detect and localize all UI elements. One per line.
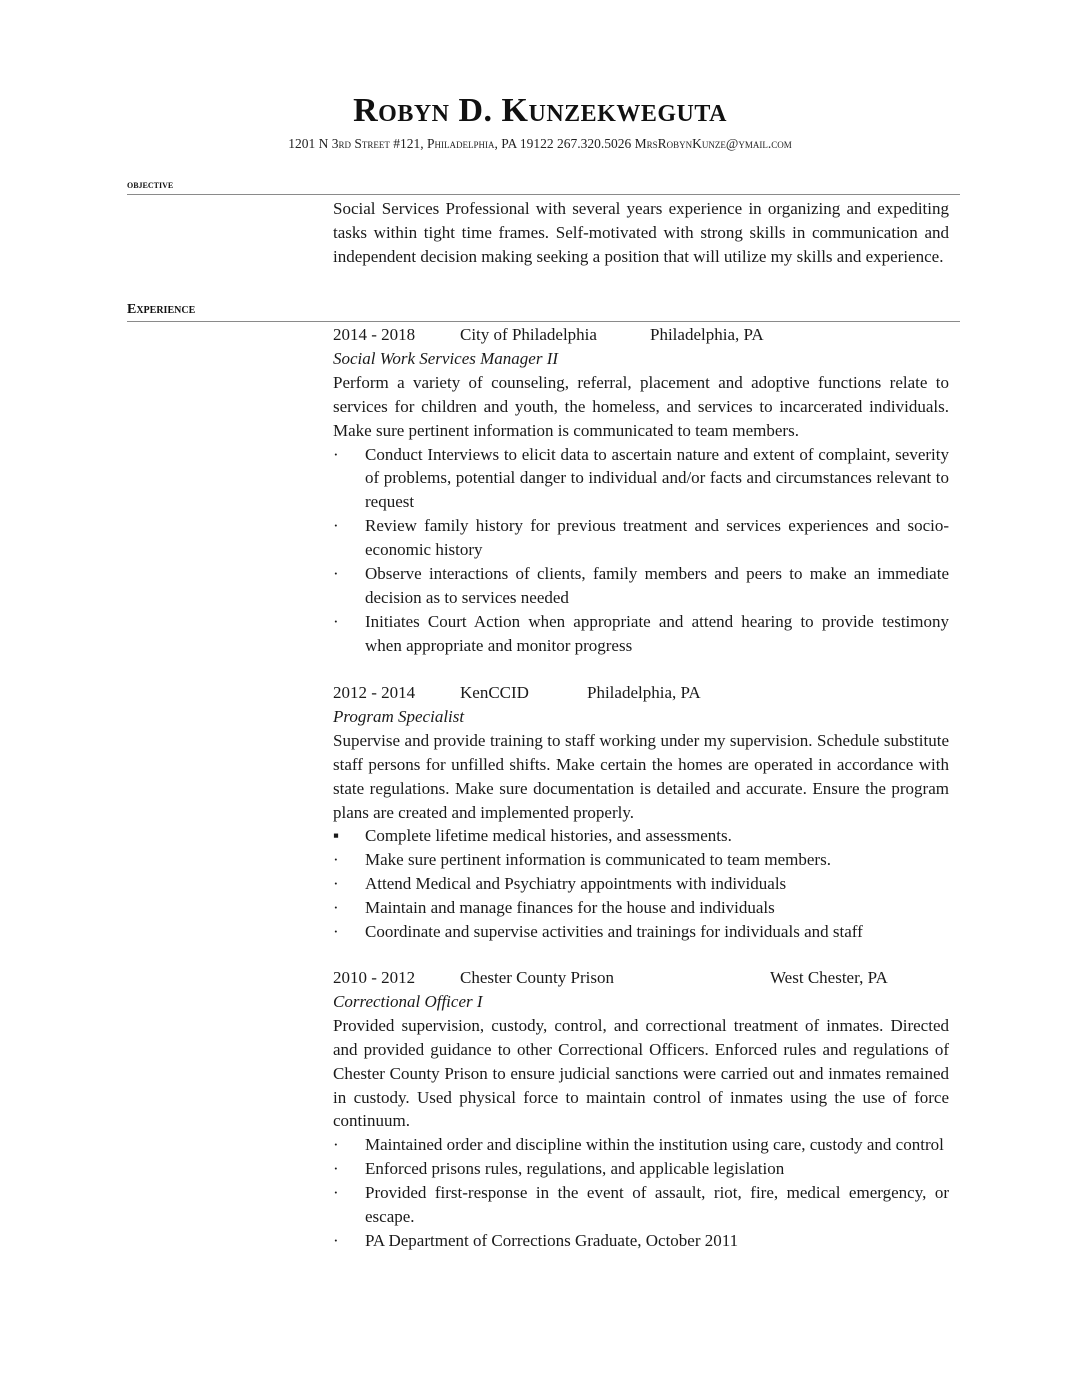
job-bullet — [333, 1229, 949, 1253]
job-summary: Provided supervision, custody, control, and correctional treatment of inmates. Directed and provided guidance to other Correctional Officers. Enforced rules and regulations of Chester County Prison to ensure judicial sanctions were carried out and inmates remained in custody. Used physical force to maintain control of inmates using the use of force continuum. — [333, 1015, 949, 1131]
job-summary: Supervise and provide training to staff working under my supervision. Schedule substitute staff persons for unfilled shifts. Make certain the homes are operated in accordance with state regulations. Make sure documentation is detailed and accurate. Ensure the program plans are created and implemented properly. — [333, 730, 949, 822]
bullet-icon: · — [333, 444, 339, 464]
job-title: Program Specialist — [333, 706, 465, 726]
job-title: Correctional Officer I — [333, 991, 483, 1011]
section-label-experience: Experience — [127, 302, 196, 317]
job-header — [333, 323, 949, 347]
job-dates: 2010 - 2012 — [333, 968, 416, 987]
bullet-text: Enforced prisons rules, regulations, and applicable legislation — [365, 1159, 785, 1179]
job-organization: KenCCID — [460, 683, 529, 702]
section-divider-objective — [127, 194, 960, 195]
job-organization: Chester County Prison — [460, 968, 614, 987]
job-bullet — [333, 824, 949, 848]
job-bullet — [333, 848, 949, 872]
job-bullet — [333, 514, 949, 562]
job-dates: 2012 - 2014 — [333, 683, 416, 702]
bullet-icon: · — [333, 1135, 339, 1155]
job-bullet — [333, 920, 949, 944]
job-summary: Perform a variety of counseling, referral, placement and adoptive functions relate to services for children and youth, the homeless, and services to incarcerated individuals. Make sure pertinent information is communicated to team members. — [333, 372, 949, 440]
job-bullet — [333, 1133, 949, 1157]
job-header — [333, 681, 949, 705]
job-bullet — [333, 872, 949, 896]
bullet-text: PA Department of Corrections Graduate, October 2011 — [365, 1230, 739, 1250]
bullet-icon: · — [333, 516, 339, 536]
bullet-icon: · — [333, 898, 339, 918]
job-bullet — [333, 1181, 949, 1229]
job-entry — [333, 323, 949, 658]
bullet-icon: · — [333, 1159, 339, 1179]
job-header — [333, 966, 949, 990]
job-location: Philadelphia, PA — [650, 325, 764, 344]
bullet-text: Coordinate and supervise activities and trainings for individuals and staff — [365, 922, 863, 942]
job-dates: 2014 - 2018 — [333, 325, 416, 344]
job-entry — [333, 681, 949, 944]
bullet-text: Initiates Court Action when appropriate and attend hearing to provide testimony when appropriate and monitor progress — [365, 611, 949, 655]
bullet-text: Maintained order and discipline within the institution using care, custody and control — [365, 1135, 944, 1155]
job-entry — [333, 966, 949, 1253]
job-bullet — [333, 443, 949, 515]
bullet-icon: · — [333, 850, 339, 870]
job-location: Philadelphia, PA — [587, 683, 701, 702]
job-bullet — [333, 896, 949, 920]
job-title: Social Work Services Manager II — [333, 348, 559, 368]
objective-text: Social Services Professional with several years experience in organizing and expediting tasks within tight time frames. Self-motivated with strong skills in communication and independent decision making seeking a position that will utilize my skills and experience. — [333, 199, 949, 266]
contact-info: 1201 N 3rd Street #121, Philadelphia, PA 19122 267.320.5026 MrsRobynKunze@ymail.com — [288, 136, 792, 151]
bullet-icon: · — [333, 1183, 339, 1203]
bullet-text: Review family history for previous treatment and services experiences and socio-economic history — [365, 516, 949, 560]
bullet-icon: · — [333, 564, 339, 584]
candidate-name: Robyn D. Kunzekweguta — [353, 92, 727, 129]
bullet-text: Observe interactions of clients, family members and peers to make an immediate decision as to services needed — [365, 564, 949, 607]
job-location: West Chester, PA — [770, 968, 888, 987]
bullet-text: Maintain and manage finances for the house and individuals — [365, 898, 775, 918]
bullet-text: Attend Medical and Psychiatry appointments with individuals — [365, 874, 787, 894]
job-bullet — [333, 1157, 949, 1181]
bullet-text: Provided first-response in the event of assault, riot, fire, medical emergency, or escape. — [365, 1183, 949, 1227]
bullet-icon: · — [333, 922, 339, 942]
bullet-icon: · — [333, 611, 339, 631]
bullet-text: Conduct Interviews to elicit data to ascertain nature and extent of complaint, severity of problems, potential danger to individual and/or facts and circumstances relevant to request — [365, 444, 949, 512]
section-divider-experience — [127, 321, 960, 322]
job-organization: City of Philadelphia — [460, 325, 597, 344]
job-bullet — [333, 562, 949, 610]
bullet-icon: · — [333, 874, 339, 894]
square-bullet-icon: ▪ — [333, 826, 340, 846]
bullet-text: Make sure pertinent information is communicated to team members. — [365, 850, 831, 870]
bullet-text: Complete lifetime medical histories, and assessments. — [365, 826, 732, 846]
job-bullet — [333, 610, 949, 658]
section-label-objective: objective — [127, 177, 174, 191]
bullet-icon: · — [333, 1230, 339, 1250]
